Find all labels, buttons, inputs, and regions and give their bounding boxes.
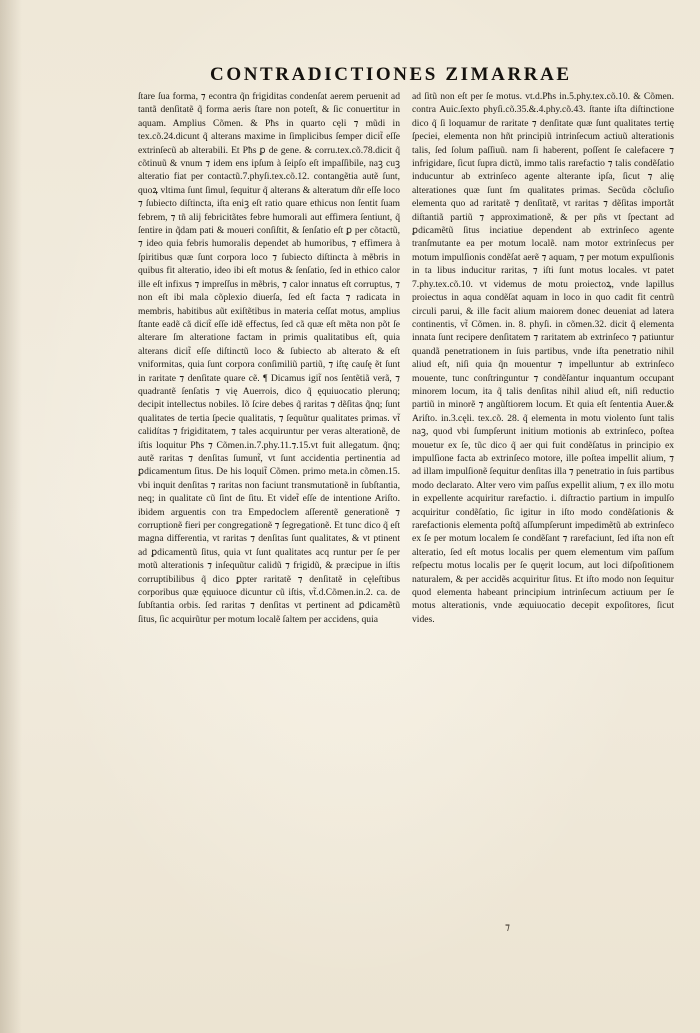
folio-mark: ⁊ <box>505 922 510 933</box>
right-column-text: ad ſitũ non eſt per ſe motus. vt.d.Pħs in.5.phy.tex.cõ.10. & Cõmen. contra Auic.ſexto phyſi.cõ.35.&.4.phy.cõ.43. ſtante iſta diſtinctione dico q̃ ſi loquamur de raritate ⁊ denſitate quæ ſunt qualitates tertię ſpeciei, elementa non hñt principiũ intrinſecum actiuũ alterationis talis, ſed ſolum paſſiuũ. nam ſi haberent, poſſent ſe calefacere ⁊ infrigidare, ſicut ſupra dictũ, immo talis rarefactio ⁊ talis condẽſatio inducuntur ab extrinſeco agente alterante ipſa, ſicut ⁊ alię alterationes quæ ſunt ſm qualitates primas. Secũda cõcluſio elementa quo ad raritatẽ ⁊ denſitatẽ, vt raritas ⁊ dẽſitas importãt diſtantiã partiũ ⁊ approximationẽ, & per pñs vt ſpectant ad ꝑdicamẽtũ ſitus inciatiue dependent ab extrinſeco agente tranſmutante ea per motum localẽ. nam motor extrinſecus per motum impulſionis condẽſat aerẽ ⁊ aquam, ⁊ per motum expulſionis in ta libus inducitur raritas, ⁊ iſti ſunt motus locales. vt patet 7.phy.tex.cõ.10. vt videmus de motu proiectoꝝ, vnde lapillus proiectus in aqua condẽſat aquam in loco in quo cadit fit centrũ circuli parui, & ille facit alium maiorem donec deueniat ad latera continentis, vt̃ Cõmen. in. 8. phyſi. in cõmen.32. dicit q̃ elementa innata ſunt recipere denſitatem ⁊ raritatem ab extrinſeco ⁊ patiuntur quandã penetrationem in ſuis partibus, vnde iſta penetratio nihil aliud eſt, niſi quia q̃n mouentur ⁊ impelluntur ab extrinſeco mouente, tunc conſtringuntur ⁊ condẽſantur inquantum occupant minorem locum, ita q̃ talis denſitas nihil aliud eſt, niſi reductio partiũ in minorẽ ⁊ angũſtiorem locum. Et quia eſt ſententia Auer.& Ariſto. in.3.cęli. tex.cõ. 28. q̃ elementa in motu violento ſunt talis naꝫ, quod vbi ſumpſerunt initium motionis ab extrinſeco, poſtea mouetur ex ſe, tũc dico q̃ aer qui fuit condẽſatus in principio ex impulſione facta ab extrinſeco motore, ille poſtea impellit alium, ⁊ ad illam impulſionẽ ſequitur denſitas illa ⁊ penetratio in ſuis partibus modo declarato. Alter vero vim paſſus expellit alium, ⁊ ex illo motu in expellente acquiritur rarefactio. i. diſtractio partium in impulſo acquiritur condẽſatio, ſic igitur in iſto modo condẽſationis & rarefactionis elementa poſtq̃ aſſumpſerunt impedimẽtũ ab extrinſeco ex ſe per motum localem ſe condẽſant ⁊ rarefaciunt, ſed iſta non eſt alteratio, ſed eſt motus localis per quem elementum vim paſſum reſpectu motus localis per ſe quęrit locum, aut loci diſpoſitionem naturalem, & per accidẽs acquiritur ſitus. Et iſto modo non ſequitur quod elementa habeant principium intrinſecum actiuum per ſe motus alterationis, vnde æquiuocatio decepit expoſitores, ſicut vides. <box>412 91 674 625</box>
running-head: CONTRADICTIONES ZIMARRAE <box>210 64 572 85</box>
left-column-text: ſtare ſua forma, ⁊ econtra q̃n frigiditas condenſat aerem peruenit ad tantã denſitatẽ q̃ forma aeris ſtare non poteſt, & ſic conuertitur in aquam. Amplius Cõmen. & Pħs in quarto cęli ⁊ mũdi in tex.cõ.24.dicunt q̃ alterans maxime in ſimplicibus ſemper dicit̃ eſſe extrinſecũ ab alterabili. Et Pħs ꝑ de gene. & corru.tex.cõ.78.dicit q̃ cõtinuũ & vnum ⁊ idem ens ipſum à ſeipſo eſt impaſſibile, naꝫ cuꝫ alteratio fiat per contactũ.7.phyſi.tex.cõ.12. contangẽtia autẽ ſunt, quoꝝ vltima ſunt ſimul, ſequitur q̃ alterans & alteratum dñr eſſe loco ⁊ ſubiecto diſtincta, iſta eniꝫ eſt ratio quare ethicus non ſentit ſuam febrem, ⁊ tñ alij febricitãtes febre humorali aut effimera ſentiunt, q̃ ſentire in q̃dam pati & moueri conſiſtit, & ſenſatio eſt ꝑ per cõtactũ, ⁊ ideo quia febris humoralis dependet ab humoribus, ⁊ effimera à ſpiritibus quæ ſunt corpora loco ⁊ ſubiecto diſtincta à mẽbris in quibus fit alteratio, ideo ibi eſt motus & ſenſatio, ſed in ethico calor ille eſt infixus ⁊ impreſſus in mẽbris, ⁊ calor innatus eſt corruptus, ⁊ non eſt ibi mala cõplexio diuerſa, ſed eſt facta ⁊ radicata in membris, habitibus aũt exiſtẽtibus in materia ceſſat motus, amplius ſtante eadẽ cã dicit̃ eſſe idẽ effectus, ſed cã quæ eſt mẽta non põt ſe alterare ſm alteratione factam in primis qualitatibus eſt, quia alterans dicit̃ eſſe diſtinctũ loco & ſubiecto ab alterato & eſt vniformitas, quia ſunt corpora conſimiliũ partiũ, ⁊ iſtę cauſę ẽt ſunt in raritate ⁊ denſitate quare cẽ. ¶ Dicamus igit̃ nos ſentẽtiã verã, ⁊ quadrantẽ ſenſatis ⁊ vię Auerrois, dico q̃ ęquiuocatio plerunq; decipit intellectus nobiles. Iõ ſcire debes q̃ raritas ⁊ dẽſitas q̃nq; ſunt qualitates de tertia ſpecie qualitatis, ⁊ ſequũtur qualitates primas. vt̃ calidítas ⁊ frigiditatem, ⁊ tales acquiruntur per veras alterationẽ, de iſtis loquitur Pħs ⁊ Cõmen.in.7.phy.11.⁊.15.vt fuit allegatum. q̃nq; autẽ raritas ⁊ denſitas ſumunt̃, vt ſunt accidentia pertinentia ad ꝑdicamentum ſitus. De his loquit̃ Cõmen. primo meta.in cõmen.15. vbi inquit denſitas ⁊ raritas non faciunt transmutationẽ in ſubſtantia, neq; in qualitate cũ ſint de ſitu. Et videt̃ eſſe de intentione Ariſto. ibidem arguentis con tra Empedoclem aſſerentẽ generationẽ ⁊ corruptionẽ fieri per congregationẽ ⁊ ſegregationẽ. Et tunc dico q̃ eſt magna differentia, vt raritas ⁊ denſitas ſunt qualitates, & vt ptinent ad ꝑdicamentũ ſitus, quia vt ſunt qualitates acq runtur per ſe per motũ alterationis ⁊ inſequũtur calidũ ⁊ frigidũ, & præcipue in iſtis corruptibilibus q̃ dico ꝑpter raritatẽ ⁊ denſitatẽ in cęleſtibus corporibus quæ ęquiuoce dicuntur cũ iſtis, vt̃.d.Cõmen.in.2. ca. de ſubſtantia orbis. ſed raritas ⁊ denſitas vt pertinent ad ꝑdicamẽtũ ſitus, ſic acquirũtur per motum localẽ ſaltem per accidens, quia <box>138 91 400 625</box>
text-column-right <box>412 90 674 626</box>
gutter-shadow <box>0 0 22 1033</box>
text-column-left <box>138 90 400 626</box>
